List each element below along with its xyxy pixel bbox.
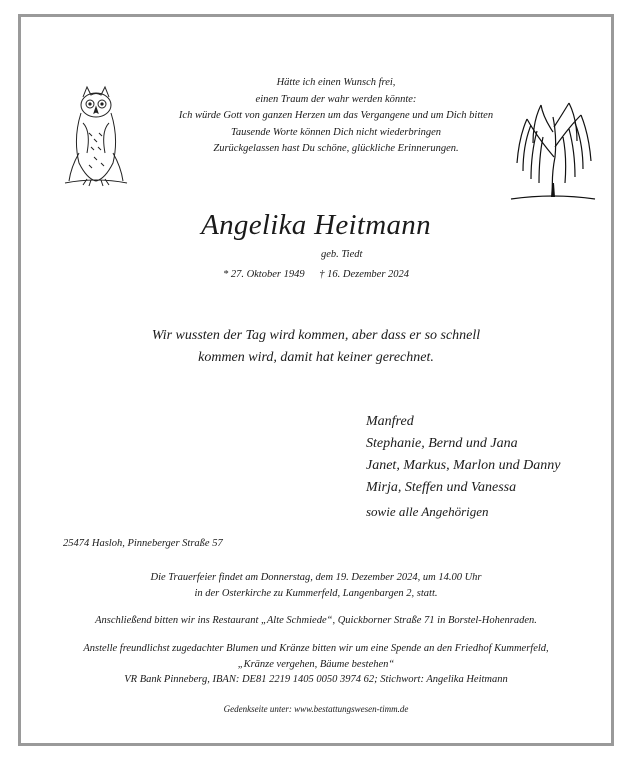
donation-line: Anstelle freundlichst zugedachter Blumen und Kränze bitten wir um eine Spende an den Friedhof Kummerfeld, <box>83 643 549 654</box>
restaurant-line: Anschließend bitten wir ins Restaurant „Alte Schmiede“, Quickborner Straße 71 in Borstel-Hohenraden. <box>95 615 537 626</box>
family-member: Manfred <box>366 414 414 429</box>
obituary-frame <box>18 14 614 746</box>
donation-line: „Kränze vergehen, Bäume bestehen“ <box>237 658 395 670</box>
poem-line: Tausende Worte können Dich nicht wiederbringen <box>230 126 442 138</box>
family-member: Stephanie, Bernd und Jana <box>366 436 518 451</box>
death-date: † 16. Dezember 2024 <box>319 269 410 280</box>
ceremony-info <box>21 570 611 601</box>
memorial-page-link[interactable]: Gedenkseite unter: www.bestattungswesen-timm.de <box>223 704 409 714</box>
restaurant-info <box>21 613 611 629</box>
quote-line: Wir wussten der Tag wird kommen, aber dass er so schnell <box>151 328 481 343</box>
poem-line: einen Traum der wahr werden könnte: <box>255 93 417 105</box>
donation-info <box>21 641 611 688</box>
memorial-quote <box>21 325 611 369</box>
birth-name: geb. Tiedt <box>321 249 363 260</box>
family-list <box>366 411 560 523</box>
family-member: Mirja, Steffen und Vanessa <box>366 480 517 495</box>
memorial-page <box>21 702 611 718</box>
weeping-willow-illustration <box>507 97 599 203</box>
quote-line: kommen wird, damit hat keiner gerechnet. <box>198 350 434 365</box>
deceased-name: Angelika Heitmann <box>201 209 431 241</box>
address: 25474 Hasloh, Pinneberger Straße 57 <box>63 538 223 549</box>
ceremony-line: in der Osterkirche zu Kummerfeld, Langenbargen 2, statt. <box>194 587 438 599</box>
owl-illustration <box>61 83 131 187</box>
life-dates <box>21 269 611 280</box>
ceremony-line: Die Trauerfeier findet am Donnerstag, dem 19. Dezember 2024, um 14.00 Uhr <box>150 572 482 583</box>
poem-line: Hätte ich einen Wunsch frei, <box>276 77 396 88</box>
poem <box>161 75 511 158</box>
donation-line: VR Bank Pinneberg, IBAN: DE81 2219 1405 0050 3974 62; Stichwort: Angelika Heitmann <box>124 674 508 685</box>
poem-line: Zurückgelassen hast Du schöne, glückliche Erinnerungen. <box>213 143 459 154</box>
poem-line: Ich würde Gott von ganzen Herzen um das Vergangene und um Dich bitten <box>178 110 494 121</box>
family-member: Janet, Markus, Marlon und Danny <box>366 458 561 473</box>
family-member: sowie alle Angehörigen <box>366 504 489 519</box>
birth-date: * 27. Oktober 1949 <box>222 269 305 280</box>
